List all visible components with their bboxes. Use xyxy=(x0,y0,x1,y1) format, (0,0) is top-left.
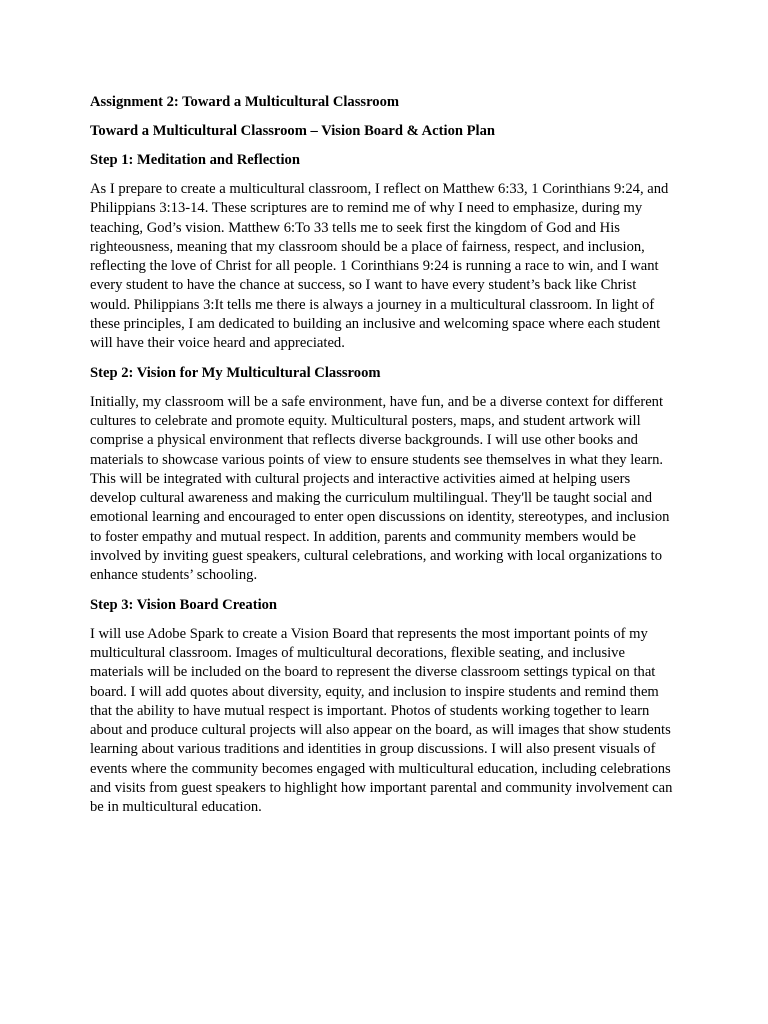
step-1-body: As I prepare to create a multicultural classroom, I reflect on Matthew 6:33, 1 Corinthians 9:24, and Philippians 3:13-14. These scriptures are to remind me of why I need to emphasize, during my teaching, God’s vision. Matthew 6:To 33 tells me to seek first the kingdom of God and His righteousness, meaning that my classroom should be a place of fairness, respect, and inclusion, reflecting the love of Christ for all people. 1 Corinthians 9:24 is running a race to win, and I want every student to have the chance at success, so I want to have every student’s back like Christ would. Philippians 3:It tells me there is always a journey in a multicultural classroom. In light of these principles, I am dedicated to building an inclusive and welcoming space where each student will have their voice heard and appreciated. xyxy=(90,181,669,352)
document-subtitle: Toward a Multicultural Classroom – Vision Board & Action Plan xyxy=(90,123,496,139)
step-2-heading: Step 2: Vision for My Multicultural Classroom xyxy=(90,364,381,381)
step-3-body: I will use Adobe Spark to create a Vision Board that represents the most important points of my multicultural classroom. Images of multicultural decorations, flexible seating, and inclusive materials will be included on the board to represent the diverse classroom settings typical on that board. I will add quotes about diversity, equity, and inclusion to inspire students and remind them that the ability to have mutual respect is important. Photos of students working together to learn about and produce cultural projects will also appear on the board, as will images that show students learning about various traditions and identities in group discussions. I will also present visuals of events where the community becomes engaged with multicultural education, including celebrations and visits from guest speakers to highlight how important parental and community involvement can be in multicultural education. xyxy=(90,625,673,816)
step-3-heading: Step 3: Vision Board Creation xyxy=(90,596,278,613)
step-1-heading: Step 1: Meditation and Reflection xyxy=(90,152,300,168)
assignment-title: Assignment 2: Toward a Multicultural Classroom xyxy=(90,94,400,110)
step-2-body: Initially, my classroom will be a safe environment, have fun, and be a diverse context for different cultures to celebrate and promote equity. Multicultural posters, maps, and student artwork will comprise a physical environment that reflects diverse backgrounds. I will use other books and materials to showcase various points of view to ensure students see themselves in what they learn. This will be integrated with cultural projects and interactive activities aimed at helping users develop cultural awareness and making the curriculum multilingual. They'll be taught social and emotional learning and encouraged to enter open discussions on identity, stereotypes, and inclusion to foster empathy and mutual respect. In addition, parents and community members would be involved by inviting guest speakers, cultural celebrations, and working with local organizations to enhance students’ schooling. xyxy=(90,393,670,584)
